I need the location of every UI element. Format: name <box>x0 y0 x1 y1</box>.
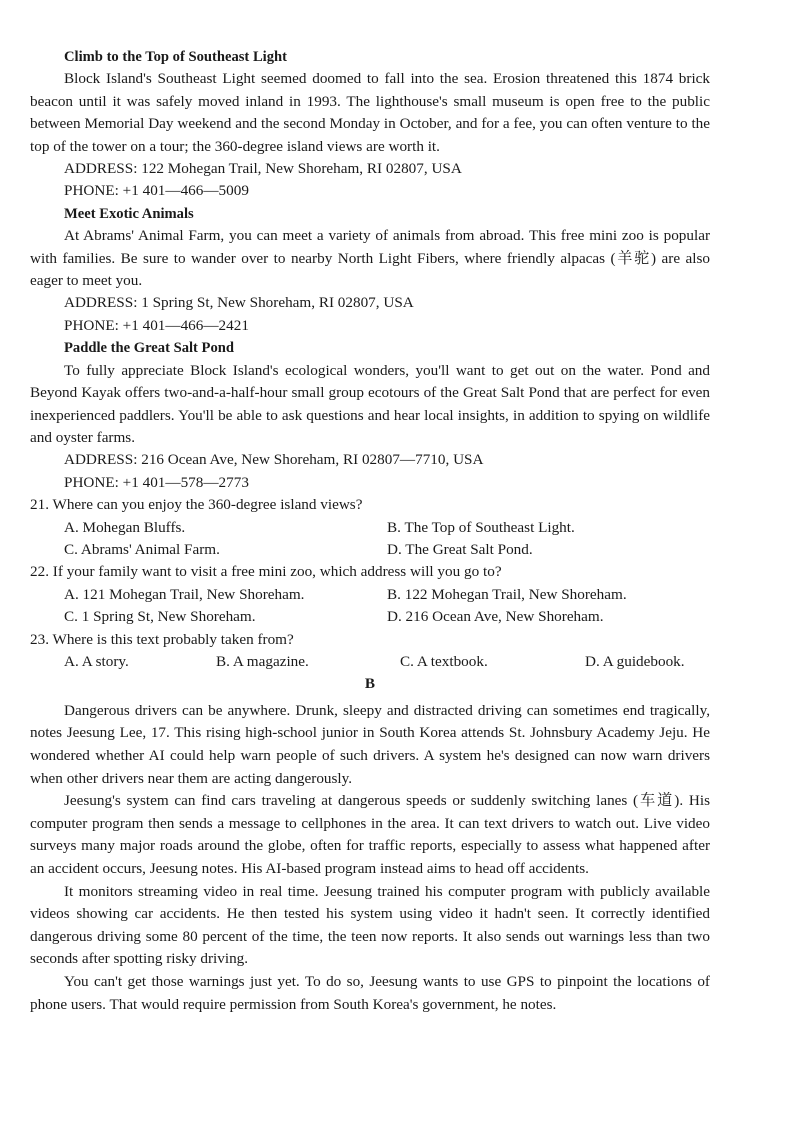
passage-paragraph: Jeesung's system can find cars traveling at dangerous speeds or suddenly switching lanes (车道). His computer program then sends a message to cellphones in the area. It can text drivers to watch out. Live video surveys many major roads around the globe, often for traffic reports, especially to assess what happened after an accident occurs, Jeesung notes. His AI-based program instead aims to head off accidents. <box>30 792 710 877</box>
option-a: A. Mohegan Bluffs. <box>64 518 186 536</box>
exam-page <box>30 46 710 1016</box>
option-c: C. 1 Spring St, New Shoreham. <box>64 608 256 626</box>
question-stem: 23. Where is this text probably taken from? <box>30 630 294 648</box>
option-d: D. A guidebook. <box>585 652 685 670</box>
passage-paragraph: Dangerous drivers can be anywhere. Drunk, sleepy and distracted driving can sometimes end tragically, notes Jeesung Lee, 17. This rising high-school junior in South Korea attends St. Johnsbury Academy Jeju. He wondered whether AI could help warn people of such drivers. A system he's designed can now warn drivers when other drivers near them are acting dangerously. <box>30 701 710 787</box>
option-row <box>30 606 710 628</box>
section-text: Block Island's Southeast Light seemed doomed to fall into the sea. Erosion threatened this 1874 brick beacon until it was safely moved inland in 1993. The lighthouse's small museum is open free to the public between Memorial Day weekend and the second Monday in October, and for a fee, you can often venture to the top of the tower on a tour; the 360-degree island views are worth it. <box>30 70 710 155</box>
address-line: ADDRESS: 216 Ocean Ave, New Shoreham, RI 02807—7710, USA <box>64 451 484 469</box>
address-line: ADDRESS: 122 Mohegan Trail, New Shoreham, RI 02807, USA <box>64 160 462 178</box>
section-text: To fully appreciate Block Island's ecological wonders, you'll want to get out on the water. Pond and Beyond Kayak offers two-and-a-half-hour small group ecotours of the Great Salt Pond that are perfect for even inexperienced paddlers. You'll be able to ask questions and hear local insights, in addition to spying on wildlife and oyster farms. <box>30 361 710 446</box>
option-b: B. A magazine. <box>216 652 309 670</box>
passage-b <box>30 700 710 1016</box>
passage-paragraph: It monitors streaming video in real time. Jeesung trained his computer program with publicly available videos showing car accidents. He then tested his system using video it hadn't seen. It correctly identified dangerous driving some 80 percent of the time, the teen now reports. It also sends out warnings less than two seconds after spotting risky driving. <box>30 882 710 968</box>
question-stem: 22. If your family want to visit a free mini zoo, which address will you go to? <box>30 563 502 581</box>
attraction-southeast-light <box>30 46 710 203</box>
option-c: C. A textbook. <box>400 652 488 670</box>
option-row <box>30 539 710 561</box>
phone-line: PHONE: +1 401—578—2773 <box>64 473 249 491</box>
option-b: B. 122 Mohegan Trail, New Shoreham. <box>387 585 627 603</box>
section-label-b: B <box>364 675 376 693</box>
option-c: C. Abrams' Animal Farm. <box>64 540 220 558</box>
passage-paragraph: You can't get those warnings just yet. To do so, Jeesung wants to use GPS to pinpoint the locations of phone users. That would require permission from South Korea's government, he notes. <box>30 972 710 1013</box>
option-a: A. A story. <box>64 652 129 670</box>
option-row <box>30 651 710 673</box>
section-text: At Abrams' Animal Farm, you can meet a variety of animals from abroad. This free mini zoo is popular with families. Be sure to wander over to nearby North Light Fibers, where friendly alpacas (羊驼) are also eager to meet you. <box>30 227 710 290</box>
attraction-animal-farm <box>30 203 710 337</box>
attraction-salt-pond <box>30 337 710 494</box>
option-d: D. The Great Salt Pond. <box>387 540 533 558</box>
section-heading: Meet Exotic Animals <box>64 205 194 222</box>
question-21 <box>30 494 710 561</box>
phone-line: PHONE: +1 401—466—2421 <box>64 316 249 334</box>
question-stem: 21. Where can you enjoy the 360-degree island views? <box>30 496 363 514</box>
option-a: A. 121 Mohegan Trail, New Shoreham. <box>64 585 305 603</box>
phone-line: PHONE: +1 401—466—5009 <box>64 182 249 200</box>
section-heading: Climb to the Top of Southeast Light <box>64 49 288 65</box>
option-row <box>30 584 710 606</box>
question-22 <box>30 561 710 628</box>
section-heading: Paddle the Great Salt Pond <box>64 340 234 357</box>
option-b: B. The Top of Southeast Light. <box>387 518 575 536</box>
option-d: D. 216 Ocean Ave, New Shoreham. <box>387 608 604 626</box>
address-line: ADDRESS: 1 Spring St, New Shoreham, RI 02807, USA <box>64 294 414 312</box>
option-row <box>30 517 710 539</box>
question-23 <box>30 629 710 674</box>
